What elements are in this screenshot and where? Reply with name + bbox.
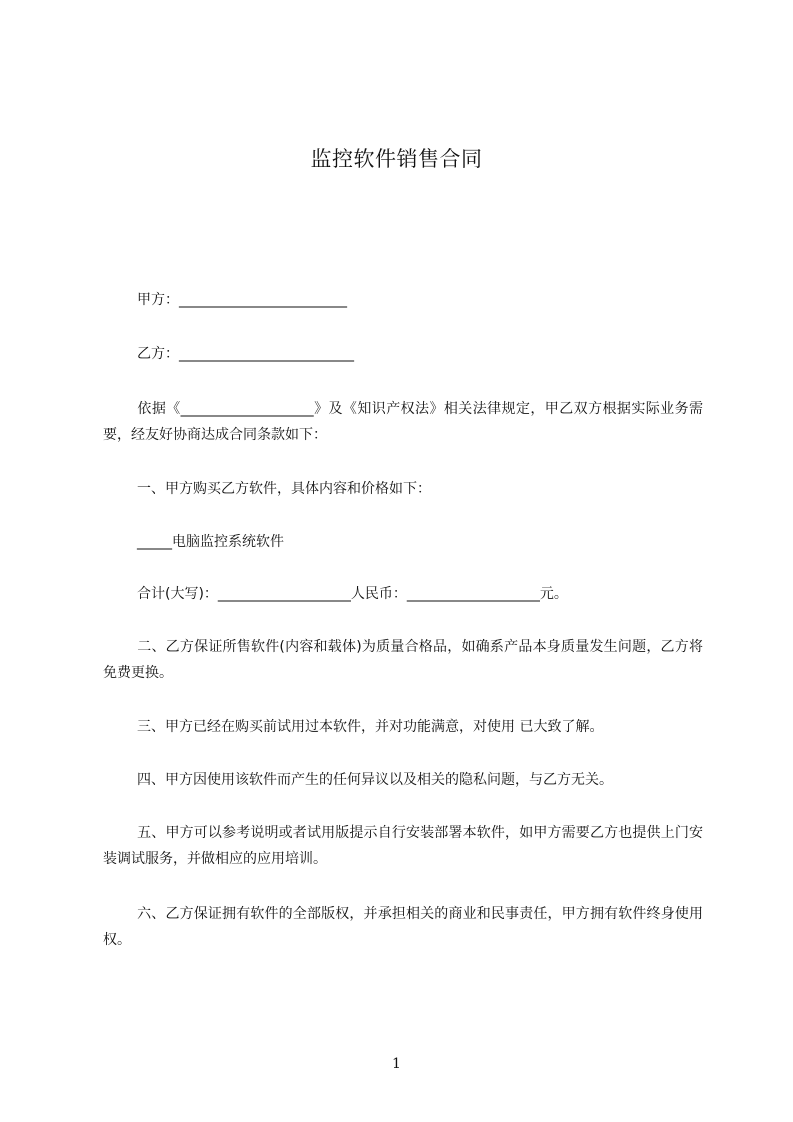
party-a-text: 甲方：________________________ — [137, 292, 347, 308]
clause-6-paragraph — [103, 901, 703, 953]
clause-5-text: 五、甲方可以参考说明或者试用版提示自行安装部署本软件，如甲方需要乙方也提供上门安装调试服务，并做相应的应用培训。 — [103, 825, 703, 867]
total-line — [103, 581, 703, 607]
clause-2-paragraph — [103, 634, 703, 686]
intro-text: 依据《___________________》及《知识产权法》相关法律规定，甲乙双方根据实际业务需要，经友好协商达成合同条款如下： — [103, 401, 703, 443]
clause-4-line — [103, 767, 703, 793]
clause-3-text: 三、甲方已经在购买前试用过本软件，并对功能满意，对使用 已大致了解。 — [137, 719, 604, 735]
clause-2-text: 二、乙方保证所售软件(内容和载体)为质量合格品，如确系产品本身质量发生问题，乙方将免费更换。 — [103, 639, 703, 681]
clause-1-text: 一、甲方购买乙方软件，具体内容和价格如下： — [137, 481, 431, 497]
product-text: _____电脑监控系统软件 — [137, 534, 284, 550]
document-title: 监控软件销售合同 — [310, 147, 483, 171]
clause-5-paragraph — [103, 820, 703, 872]
intro-paragraph — [103, 396, 703, 448]
total-text: 合计(大写)：___________________人民币：___________________元。 — [137, 586, 568, 602]
clause-4-text: 四、甲方因使用该软件而产生的任何异议以及相关的隐私问题，与乙方无关。 — [137, 772, 613, 788]
page-number: 1 — [392, 1056, 401, 1072]
clause-1-line — [103, 476, 703, 502]
party-b-text: 乙方：_________________________ — [137, 346, 354, 362]
clause-3-line — [103, 714, 703, 740]
clause-6-text: 六、乙方保证拥有软件的全部版权，并承担相关的商业和民事责任，甲方拥有软件终身使用权。 — [103, 906, 703, 948]
party-a-line — [103, 287, 703, 313]
party-b-line — [103, 341, 703, 367]
product-line — [103, 529, 703, 555]
